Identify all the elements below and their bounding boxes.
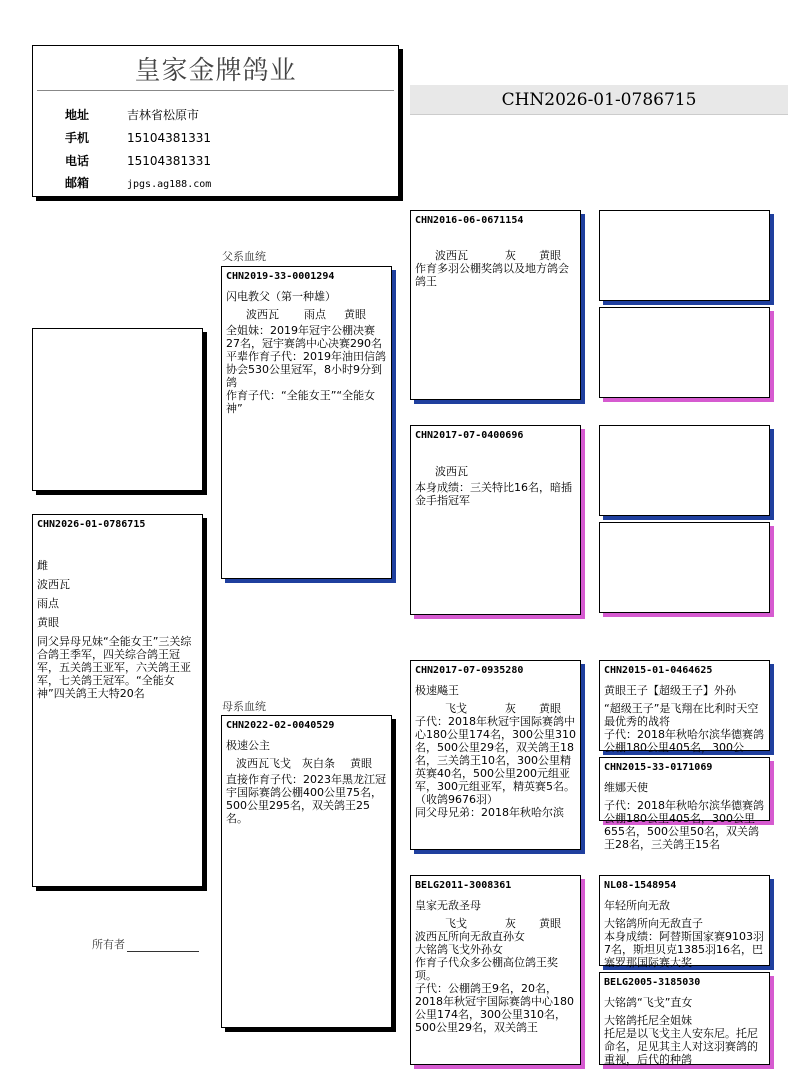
dam-sire-name: 极速飚王 — [415, 684, 459, 697]
dam-dam-name: 皇家无敌圣母 — [415, 899, 481, 912]
dds-notes: 大铭鸽所向无敌直子 本身成绩：阿替斯国家赛9103羽7名，斯坦贝克1385羽16名，巴塞罗那国际赛大奖 — [604, 917, 764, 969]
sire-strain: 波西瓦 — [246, 308, 279, 321]
ggp-sire-sire-dam-card — [599, 307, 770, 398]
phone-value: 15104381331 — [127, 154, 211, 168]
dam-dam-card — [410, 875, 581, 1065]
ddd-ring: BELG2005-3185030 — [604, 977, 701, 988]
dam-sire-card — [410, 660, 581, 850]
dam-dam-features — [411, 917, 580, 930]
photo-frame — [32, 328, 203, 491]
subject-color: 雨点 — [37, 597, 59, 610]
ggp-sire-sire-sire-card — [599, 210, 770, 301]
dss-name: 黄眼王子【超级王子】外孙 — [604, 684, 736, 697]
dam-dam-eye: 黄眼 — [539, 917, 561, 930]
subject-sex: 雌 — [37, 559, 48, 572]
dam-eye: 黄眼 — [350, 757, 372, 770]
sire-name: 闪电教父（第一种雄） — [226, 290, 336, 303]
dss-notes: “超级王子”是飞翔在比利时天空最优秀的战将 子代：2018年秋哈尔滨华德赛鸽公棚180公里405名，300公 — [604, 702, 764, 754]
sire-section-label: 父系血统 — [222, 250, 266, 263]
address-row — [65, 107, 199, 123]
header-divider — [37, 90, 394, 91]
owner-blank — [127, 951, 199, 952]
dam-sire-strain: 飞戈 — [445, 702, 467, 715]
dsd-notes: 子代：2018年秋哈尔滨华德赛鸽公棚180公里405名，300公里655名，500公里50名，双关鸽王28名，三关鸽王15名 — [604, 799, 764, 851]
loft-header — [32, 45, 399, 197]
sire-sire-card — [410, 210, 581, 400]
sire-sire-features — [411, 249, 580, 262]
subject-eye: 黄眼 — [37, 616, 59, 629]
ggp-sire-dam-sire-card — [599, 425, 770, 516]
email-label: 邮箱 — [65, 176, 90, 190]
dam-ring: CHN2022-02-0040529 — [226, 720, 335, 731]
dam-dam-notes: 波西瓦所向无敌直孙女 大铭鸽飞戈外孙女 作育子代众多公棚高位鸽王奖项。 子代：公棚鸽王9名，20名，2018年秋冠宇国际赛鸽中心180公里174名，300公里310名，500公里29名，双关鸽王 — [415, 930, 574, 1034]
sire-sire-strain: 波西瓦 — [435, 249, 468, 262]
sire-sire-ring: CHN2016-06-0671154 — [415, 215, 524, 226]
dam-sire-features — [411, 702, 580, 715]
dam-section-label: 母系血统 — [222, 700, 266, 713]
dss-ring: CHN2015-01-0464625 — [604, 665, 713, 676]
ggp-sire-dam-dam-card — [599, 522, 770, 613]
sire-dam-strain: 波西瓦 — [435, 465, 468, 478]
mobile-row — [65, 130, 211, 146]
dsd-ring: CHN2015-33-0171069 — [604, 762, 713, 773]
ggp-dam-dam-dam-card — [599, 972, 770, 1065]
subject-card — [32, 514, 203, 887]
sire-eye: 黄眼 — [344, 308, 366, 321]
ggp-dam-sire-sire-card — [599, 660, 770, 754]
dam-sire-eye: 黄眼 — [539, 702, 561, 715]
subject-notes: 同父异母兄妹“全能女王”三关综合鸽王季军，四关综合鸽王冠军，五关鸽王亚军，六关鸽王亚军，七关鸽王冠军。“全能女神”四关鸽王大特20名 — [37, 635, 192, 700]
ggp-dam-dam-sire-card — [599, 875, 770, 969]
address-label: 地址 — [65, 108, 90, 122]
ddd-name: 大铭鸽“飞戈”直女 — [604, 996, 693, 1009]
mobile-label: 手机 — [65, 131, 90, 145]
sire-dam-ring: CHN2017-07-0400696 — [415, 430, 524, 441]
sire-features — [222, 308, 391, 321]
dds-ring: NL08-1548954 — [604, 880, 677, 891]
pedigree-ring-title: CHN2026-01-0786715 — [410, 85, 788, 115]
owner-label: 所有者 — [92, 938, 125, 951]
dam-dam-strain: 飞戈 — [445, 917, 467, 930]
dam-card — [221, 715, 392, 1028]
dam-color: 灰白条 — [302, 757, 335, 770]
dds-name: 年轻所向无敌 — [604, 899, 670, 912]
dam-strain: 波西瓦飞戈 — [236, 757, 291, 770]
dam-sire-color: 灰 — [505, 702, 516, 715]
sire-sire-eye: 黄眼 — [539, 249, 561, 262]
sire-dam-card — [410, 425, 581, 615]
email-row — [65, 175, 211, 191]
address-value: 吉林省松原市 — [127, 108, 200, 122]
dam-name: 极速公主 — [226, 739, 270, 752]
sire-card — [221, 266, 392, 579]
ggp-dam-sire-dam-card — [599, 757, 770, 851]
sire-sire-notes: 作育多羽公棚奖鸽以及地方鸽会鸽王 — [415, 262, 569, 288]
sire-notes: 全姐妹：2019年冠宇公棚决赛27名，冠宇赛鸽中心决赛290名 平辈作育子代：2019年油田信鸽协会530公里冠军，8小时9分到鸽 作育子代：“全能女王”“全能女神” — [226, 324, 386, 415]
dam-dam-ring: BELG2011-3008361 — [415, 880, 512, 891]
mobile-value: 15104381331 — [127, 131, 211, 145]
dam-sire-ring: CHN2017-07-0935280 — [415, 665, 524, 676]
dam-notes: 直接作育子代：2023年黑龙江冠宇国际赛鸽公棚400公里75名，500公里295名，双关鸽王25名。 — [226, 773, 386, 825]
ddd-notes: 大铭鸽托尼全姐妹 托尼是以飞戈主人安东尼。托尼命名，足见其主人对这羽赛鸽的重视，后代的种鸽 — [604, 1014, 758, 1066]
owner-line — [92, 936, 199, 952]
phone-label: 电话 — [65, 154, 90, 168]
sire-ring: CHN2019-33-0001294 — [226, 271, 335, 282]
dsd-name: 维娜天使 — [604, 781, 648, 794]
dam-features — [222, 757, 391, 770]
sire-dam-notes: 本身成绩：三关特比16名，暗插金手指冠军 — [415, 481, 572, 507]
dam-dam-color: 灰 — [505, 917, 516, 930]
sire-sire-color: 灰 — [505, 249, 516, 262]
subject-ring: CHN2026-01-0786715 — [37, 519, 146, 530]
loft-name: 皇家金牌鸽业 — [134, 56, 297, 86]
sire-color: 雨点 — [304, 308, 326, 321]
email-value: jpgs.ag188.com — [127, 179, 212, 190]
dam-sire-notes: 子代：2018年秋冠宇国际赛鸽中心180公里174名，300公里310名，500公里29名，双关鸽王18名，三关鸽王10名，300公里精英赛40名，500公里200元组亚军，300元组亚军，精英赛5名。（收鸽9676羽） 同父母兄弟：2018年秋哈尔滨 — [415, 715, 576, 819]
phone-row — [65, 153, 211, 169]
subject-strain: 波西瓦 — [37, 578, 70, 591]
